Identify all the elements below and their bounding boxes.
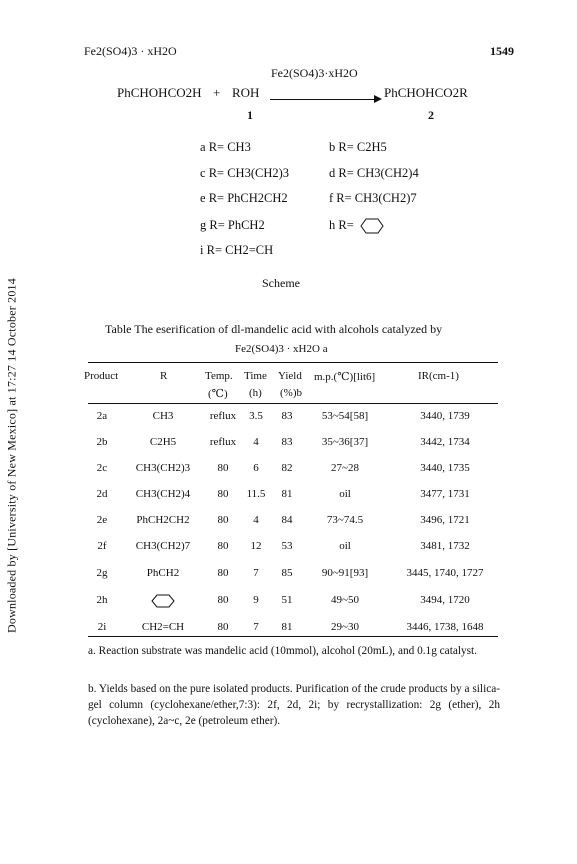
cell-product: 2g xyxy=(96,567,108,579)
cell-ir: 3477, 1731 xyxy=(420,488,470,500)
header-r: R xyxy=(160,370,168,382)
table-header-rule xyxy=(88,403,498,404)
cell-temp: 80 xyxy=(217,488,229,500)
cell-time: 4 xyxy=(253,514,259,526)
reaction-arrow xyxy=(270,99,376,100)
cell-product: 2h xyxy=(96,594,108,606)
cyclohexyl-ring-icon xyxy=(148,594,178,608)
scheme-caption: Scheme xyxy=(262,276,300,290)
cell-product: 2c xyxy=(96,462,108,474)
cell-product: 2e xyxy=(96,514,108,526)
product-ester: PhCHOHCO2R xyxy=(384,85,468,100)
cell-mp: 49~50 xyxy=(331,594,359,606)
header-ir: IR(cm-1) xyxy=(418,370,459,382)
table-top-rule xyxy=(88,362,498,363)
header-yield-unit: (%)b xyxy=(280,387,302,399)
cell-yield: 81 xyxy=(281,488,293,500)
compound-label-2: 2 xyxy=(428,108,434,122)
cell-r: CH2=CH xyxy=(141,621,185,633)
cell-yield: 83 xyxy=(281,410,293,422)
cell-product: 2f xyxy=(97,540,107,552)
cell-time: 11.5 xyxy=(246,488,266,500)
header-temp-unit: (℃) xyxy=(208,388,228,400)
cell-temp: 80 xyxy=(217,594,229,606)
cell-temp: 80 xyxy=(217,621,229,633)
r-group-f: f R= CH3(CH2)7 xyxy=(329,191,417,205)
cell-mp: 53~54[58] xyxy=(321,410,369,422)
footnote-b: b. Yields based on the pure isolated products. Purification of the crude products by a silica-gel column (cyclohexane/ether,7:3): 2f, 2d, 2i; by recrystallization: 2g (ether), 2h (cyclohexane), 2a~c, 2e (petroleum ether). xyxy=(88,683,500,727)
reaction-arrow-head xyxy=(374,95,382,103)
table-caption-catalyst: Fe2(SO4)3 · xH2O a xyxy=(235,343,328,355)
cell-r xyxy=(118,594,208,611)
r-group-d: d R= CH3(CH2)4 xyxy=(329,166,419,180)
cell-temp: 80 xyxy=(217,567,229,579)
cell-mp: 27~28 xyxy=(331,462,359,474)
cell-yield: 81 xyxy=(281,621,293,633)
cell-yield: 84 xyxy=(281,514,293,526)
cell-mp: 90~91[93] xyxy=(321,567,369,579)
cell-ir: 3496, 1721 xyxy=(420,514,470,526)
cell-r: CH3 xyxy=(152,410,174,422)
cell-yield: 53 xyxy=(281,540,293,552)
cell-ir: 3440, 1739 xyxy=(420,410,470,422)
cell-temp: 80 xyxy=(217,462,229,474)
reactant-mandelic-acid: PhCHOHCO2H xyxy=(117,85,202,100)
r-group-h: h R= xyxy=(329,218,387,234)
catalyst-label: Fe2(SO4)3·xH2O xyxy=(271,66,358,80)
cell-product: 2d xyxy=(96,488,108,500)
cell-ir: 3445, 1740, 1727 xyxy=(406,567,484,579)
cell-time: 3.5 xyxy=(249,410,263,422)
r-group-c: c R= CH3(CH2)3 xyxy=(200,166,290,180)
page-number: 1549 xyxy=(490,44,514,58)
cell-product: 2b xyxy=(96,436,108,448)
cell-r: PhCH2 xyxy=(146,567,180,579)
cell-mp: 29~30 xyxy=(331,621,359,633)
cell-time: 4 xyxy=(253,436,259,448)
cell-yield: 82 xyxy=(281,462,293,474)
r-group-e: e R= PhCH2CH2 xyxy=(200,191,288,205)
r-group-a: a R= CH3 xyxy=(200,140,251,154)
cell-time: 9 xyxy=(253,594,259,606)
cyclohexyl-ring-icon xyxy=(357,218,387,234)
cell-r: PhCH2CH2 xyxy=(136,514,190,526)
compound-label-1: 1 xyxy=(247,108,253,122)
cell-r: C2H5 xyxy=(149,436,177,448)
cell-ir: 3446, 1738, 1648 xyxy=(406,621,484,633)
cell-ir: 3442, 1734 xyxy=(420,436,470,448)
cell-yield: 83 xyxy=(281,436,293,448)
header-temp: Temp. xyxy=(205,370,233,382)
header-time: Time xyxy=(244,370,267,382)
r-group-b: b R= C2H5 xyxy=(329,140,387,154)
cell-ir: 3494, 1720 xyxy=(420,594,470,606)
cell-product: 2a xyxy=(96,410,108,422)
cell-temp: reflux xyxy=(209,410,237,422)
header-time-unit: (h) xyxy=(249,387,262,399)
download-watermark: Downloaded by [University of New Mexico] at 17:27 14 October 2014 xyxy=(4,278,19,633)
table-caption: Table The eserification of dl-mandelic acid with alcohols catalyzed by xyxy=(105,322,443,336)
header-yield: Yield xyxy=(278,370,302,382)
r-group-i: i R= CH2=CH xyxy=(200,243,274,257)
cell-r: CH3(CH2)7 xyxy=(135,540,191,552)
plus-sign: + xyxy=(213,85,221,100)
cell-yield: 51 xyxy=(281,594,293,606)
header-mp: m.p.(℃)[lit6] xyxy=(314,371,376,383)
cell-temp: 80 xyxy=(217,540,229,552)
cell-mp: 73~74.5 xyxy=(326,514,364,526)
cell-r: CH3(CH2)3 xyxy=(135,462,191,474)
cell-time: 6 xyxy=(253,462,259,474)
table-bottom-rule xyxy=(88,636,498,637)
cell-product: 2i xyxy=(97,621,107,633)
r-group-g: g R= PhCH2 xyxy=(200,218,265,232)
cell-temp: reflux xyxy=(209,436,237,448)
running-header: Fe2(SO4)3 · xH2O xyxy=(84,44,177,58)
cell-ir: 3481, 1732 xyxy=(420,540,470,552)
footnote-a: a. Reaction substrate was mandelic acid (10mmol), alcohol (20mL), and 0.1g catalyst. xyxy=(88,645,477,657)
cell-mp: oil xyxy=(339,488,351,500)
cell-time: 7 xyxy=(253,567,259,579)
reactant-alcohol: ROH xyxy=(232,85,260,100)
cell-yield: 85 xyxy=(281,567,293,579)
cell-ir: 3440, 1735 xyxy=(420,462,470,474)
cell-time: 12 xyxy=(250,540,262,552)
cell-r: CH3(CH2)4 xyxy=(135,488,191,500)
cell-temp: 80 xyxy=(217,514,229,526)
header-product: Product xyxy=(84,370,119,382)
cell-mp: oil xyxy=(339,540,351,552)
cell-mp: 35~36[37] xyxy=(321,436,369,448)
cell-time: 7 xyxy=(253,621,259,633)
